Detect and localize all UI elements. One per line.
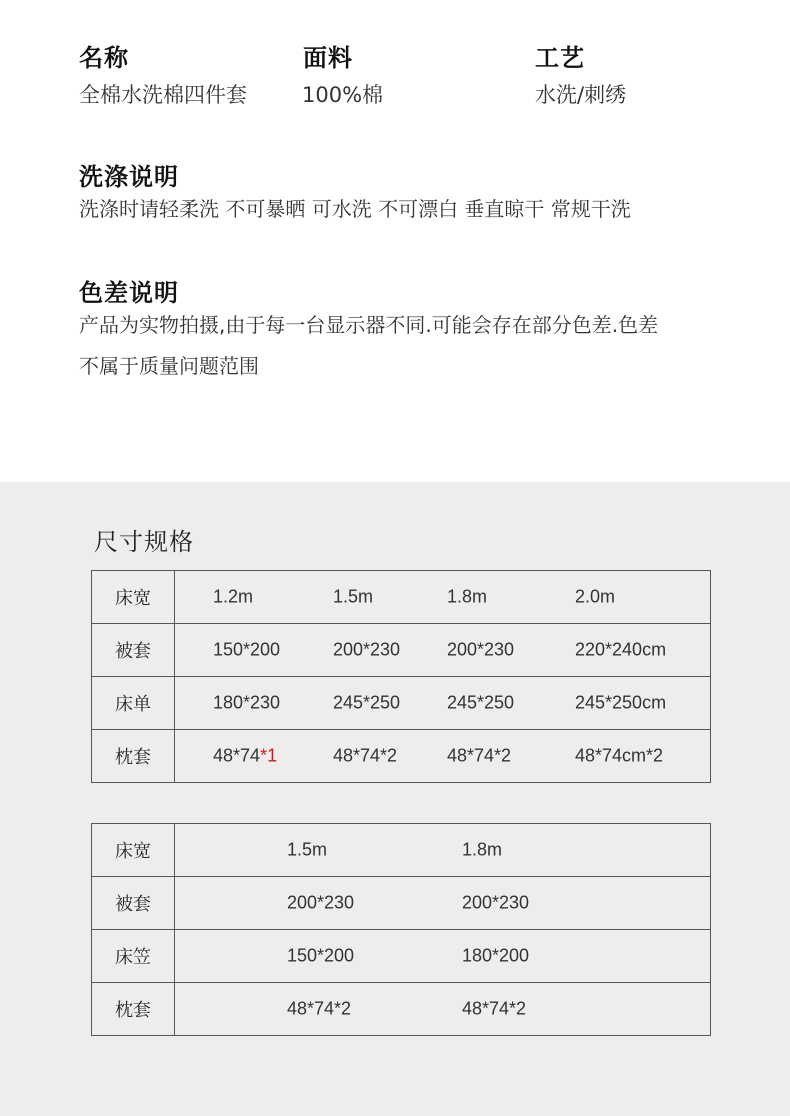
cell-value: 180*200 — [462, 945, 530, 966]
table-cell — [213, 693, 280, 714]
size-table-1 — [91, 570, 711, 783]
table-cell — [447, 587, 487, 608]
table-row — [92, 624, 711, 677]
row-label: 床单 — [92, 677, 175, 730]
row-label: 床宽 — [92, 571, 175, 624]
cell-value: 48*74*2 — [333, 745, 398, 766]
prop-craft-value: 水洗/刺绣 — [535, 83, 627, 107]
cell-value: 220*240cm — [575, 639, 667, 660]
color-diff-line1: 产品为实物拍摄,由于每一台显示器不同.可能会存在部分色差.色差 — [79, 313, 659, 337]
table-cell — [575, 693, 666, 714]
table-cell — [447, 693, 514, 714]
table-cell — [462, 893, 529, 914]
table-cell — [333, 640, 400, 661]
cell-value: 200*230 — [333, 639, 401, 660]
color-diff-line2: 不属于质量问题范围 — [79, 354, 259, 378]
cell-value: 48*74*2 — [462, 998, 527, 1019]
cell-value: 180*230 — [213, 692, 281, 713]
table-row — [92, 824, 711, 877]
cell-value: 200*230 — [462, 892, 530, 913]
row-label: 床宽 — [92, 824, 175, 877]
row-label: 被套 — [92, 877, 175, 930]
table-cell — [213, 587, 253, 608]
table-row — [92, 677, 711, 730]
table-row — [92, 983, 711, 1036]
table-row — [92, 930, 711, 983]
quantity-highlight: *1 — [260, 745, 278, 766]
cell-value: 1.2m — [213, 586, 254, 607]
table-cell — [462, 999, 526, 1020]
cell-value: 2.0m — [575, 586, 616, 607]
table-cell — [287, 840, 327, 861]
size-title: 尺寸规格 — [94, 528, 194, 556]
cell-value: 48*74cm*2 — [575, 745, 664, 766]
cell-value: 1.5m — [333, 586, 374, 607]
row-values — [175, 624, 711, 677]
cell-value: 150*200 — [213, 639, 281, 660]
table-cell — [213, 746, 277, 767]
row-label: 枕套 — [92, 983, 175, 1036]
table-row — [92, 877, 711, 930]
cell-value: 200*230 — [447, 639, 515, 660]
color-diff-title: 色差说明 — [79, 279, 179, 307]
row-values — [175, 677, 711, 730]
table-cell — [575, 746, 663, 767]
prop-fabric-title: 面料 — [303, 44, 353, 72]
washing-text: 洗涤时请轻柔洗 不可暴晒 可水洗 不可漂白 垂直晾干 常规干洗 — [79, 197, 631, 221]
row-label: 床笠 — [92, 930, 175, 983]
prop-name-value: 全棉水洗棉四件套 — [79, 83, 247, 107]
row-label: 被套 — [92, 624, 175, 677]
table-cell — [447, 746, 511, 767]
table-cell — [333, 587, 373, 608]
row-values — [175, 983, 711, 1036]
table-cell — [287, 999, 351, 1020]
cell-value: 200*230 — [287, 892, 355, 913]
cell-value: 1.5m — [287, 839, 328, 860]
cell-value: 48*74 — [213, 745, 261, 766]
product-info-section — [0, 0, 790, 482]
washing-title: 洗涤说明 — [79, 163, 179, 191]
cell-value: 48*74*2 — [447, 745, 512, 766]
row-values — [175, 824, 711, 877]
table-cell — [213, 640, 280, 661]
row-label: 枕套 — [92, 730, 175, 783]
cell-value: 1.8m — [462, 839, 503, 860]
table-row — [92, 730, 711, 783]
row-values — [175, 877, 711, 930]
table-cell — [447, 640, 514, 661]
cell-value: 245*250 — [447, 692, 515, 713]
cell-value: 245*250cm — [575, 692, 667, 713]
row-values — [175, 571, 711, 624]
prop-craft-title: 工艺 — [535, 44, 585, 72]
prop-name-title: 名称 — [79, 44, 129, 72]
cell-value: 48*74*2 — [287, 998, 352, 1019]
cell-value: 1.8m — [447, 586, 488, 607]
cell-value: 245*250 — [333, 692, 401, 713]
table-cell — [287, 946, 354, 967]
table-cell — [287, 893, 354, 914]
table-cell — [462, 946, 529, 967]
table-cell — [333, 693, 400, 714]
table-cell — [575, 587, 615, 608]
table-cell — [333, 746, 397, 767]
size-table-2 — [91, 823, 711, 1036]
table-row — [92, 571, 711, 624]
prop-fabric-value: 100%棉 — [302, 83, 384, 107]
table-cell — [462, 840, 502, 861]
table-cell — [575, 640, 666, 661]
cell-value: 150*200 — [287, 945, 355, 966]
row-values — [175, 930, 711, 983]
row-values — [175, 730, 711, 783]
